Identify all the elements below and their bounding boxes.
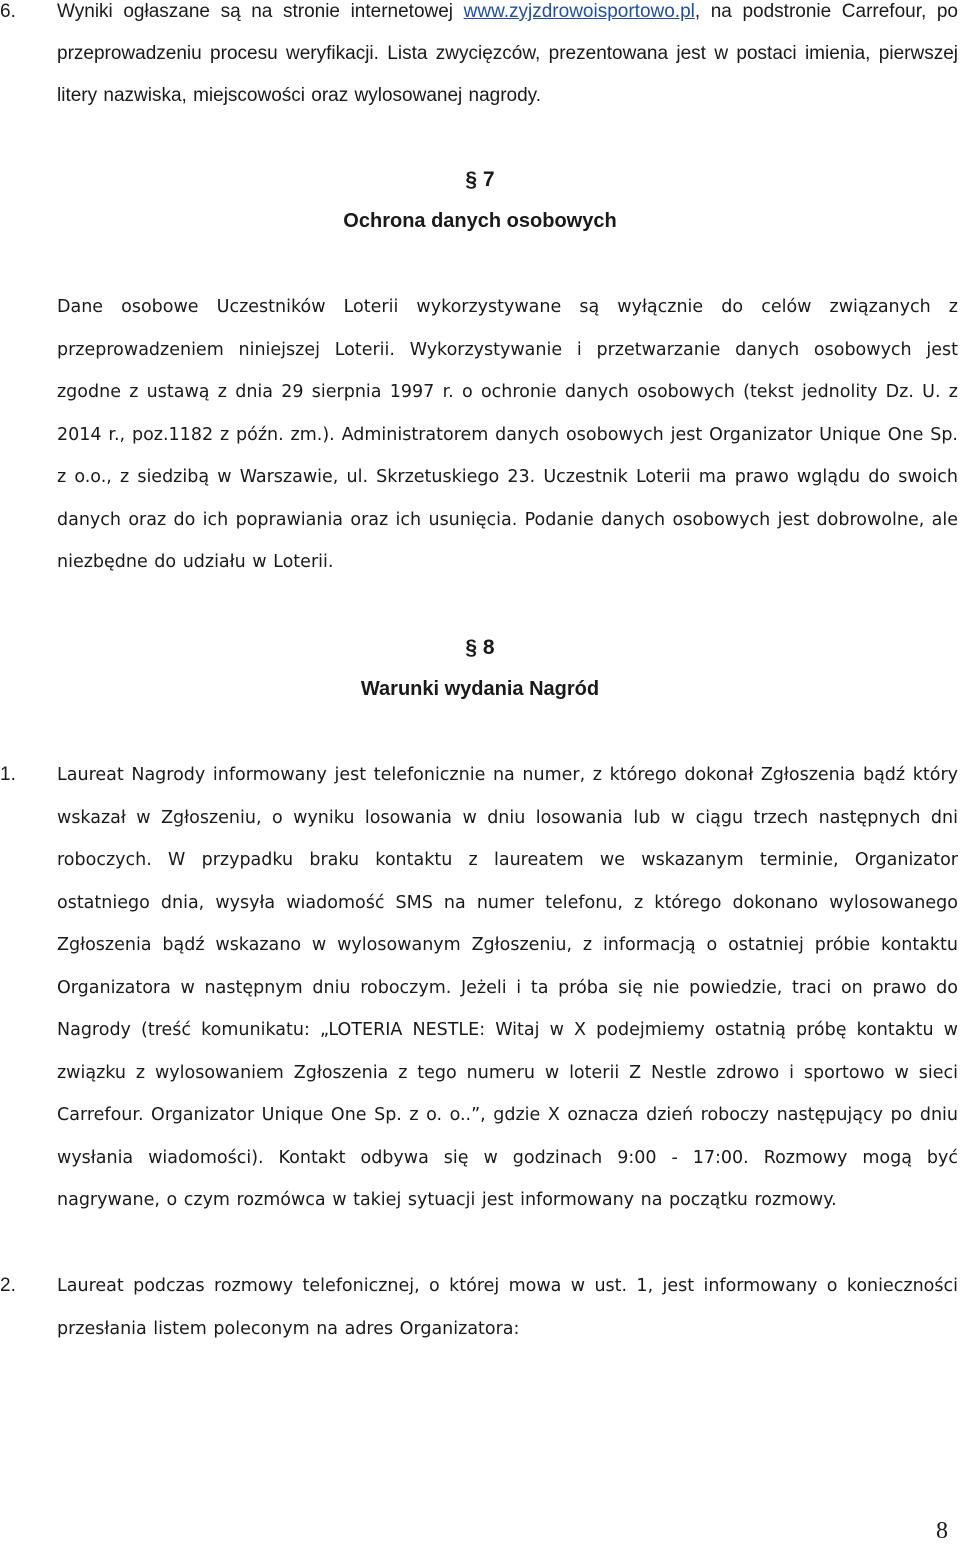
list-item-text (57, 0, 958, 117)
list-item-number: 1. (0, 764, 16, 785)
list-item-8-2 (0, 1265, 958, 1350)
section-8-number: § 8 (465, 636, 495, 659)
list-item-number: 2. (0, 1275, 16, 1296)
item6-text-before-link: Wyniki ogłaszane są na stronie internetowej (57, 1, 464, 22)
list-item-8-1 (0, 754, 958, 1222)
list-item-6 (0, 0, 958, 117)
website-link[interactable]: www.zyjzdrowoisportowo.pl (463, 1, 695, 22)
section-8-title: Warunki wydania Nagród (360, 678, 600, 700)
list-item-text: Laureat podczas rozmowy telefonicznej, o której mowa w ust. 1, jest informowany o konieczności przesłania listem poleconym na adres Organizatora: (57, 1276, 958, 1339)
list-item-number: 6. (0, 1, 16, 22)
section-7-number: § 7 (465, 168, 495, 191)
page-number: 8 (936, 1518, 948, 1544)
list-item-text: Laureat Nagrody informowany jest telefonicznie na numer, z którego dokonał Zgłoszenia bądź który wskazał w Zgłoszeniu, o wyniku losowania w dniu losowania lub w ciągu trzech następnych dni roboczych. W przypadku braku kontaktu z laureatem we wskazanym terminie, Organizator ostatniego dnia, wysyła wiadomość SMS na numer telefonu, z którego dokonano wylosowanego Zgłoszenia bądź wskazano w wylosowanym Zgłoszeniu, z informacją o ostatniej próbie kontaktu Organizatora w następnym dniu roboczym. Jeżeli i ta próba się nie powiedzie, traci on prawo do Nagrody (treść komunikatu: „LOTERIA NESTLE: Witaj w X podejmiemy ostatnią próbę kontaktu w związku z wylosowaniem Zgłoszenia z tego numeru w loterii Z Nestle zdrowo i sportowo w sieci Carrefour. Organizator Unique One Sp. z o. o..”, gdzie X oznacza dzień roboczy następujący po dniu wysłania wiadomości). Kontakt odbywa się w godzinach 9:00 - 17:00. Rozmowy mogą być nagrywane, o czym rozmówca w takiej sytuacji jest informowany na początku rozmowy. (57, 765, 958, 1210)
section-7-title: Ochrona danych osobowych (343, 210, 617, 232)
item6-text-after-link: , na podstronie Carrefour, po przeprowadzeniu procesu weryfikacji. Lista zwycięzców, prezentowana jest w postaci imienia, pierwszej litery nazwiska, miejscowości oraz wylosowanej nagrody. (57, 1, 958, 106)
section-7-paragraph: Dane osobowe Uczestników Loterii wykorzystywane są wyłącznie do celów związanych z przeprowadzeniem niniejszej Loterii. Wykorzystywanie i przetwarzanie danych osobowych jest zgodne z ustawą z dnia 29 sierpnia 1997 r. o ochronie danych osobowych (tekst jednolity Dz. U. z 2014 r., poz.1182 z późn. zm.). Administratorem danych osobowych jest Organizator Unique One Sp. z o.o., z siedzibą w Warszawie, ul. Skrzetuskiego 23. Uczestnik Loterii ma prawo wglądu do swoich danych oraz do ich poprawiania oraz ich usunięcia. Podanie danych osobowych jest dobrowolne, ale niezbędne do udziału w Loterii. (57, 297, 958, 572)
